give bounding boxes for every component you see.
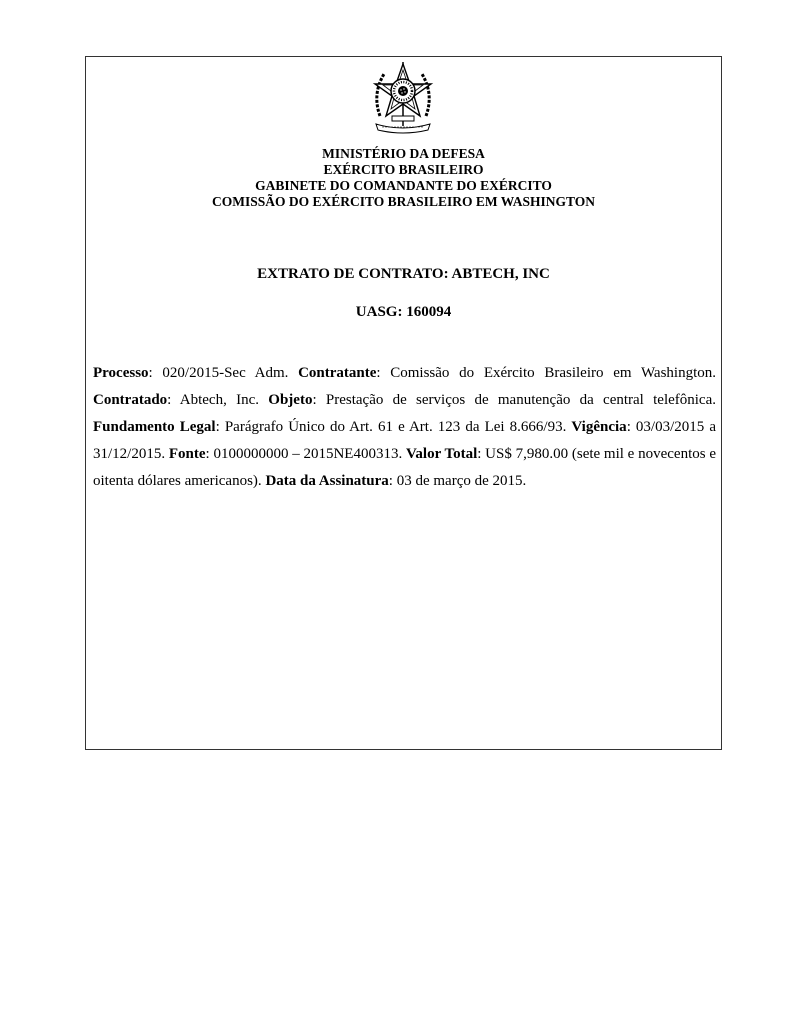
contratado-value: : Abtech, Inc. xyxy=(167,392,269,408)
fundamento-label: Fundamento Legal xyxy=(93,419,216,435)
contratante-value: : Comissão do Exército Brasileiro em Washington. xyxy=(376,365,716,381)
header-line-commission: COMISSÃO DO EXÉRCITO BRASILEIRO EM WASHINGTON xyxy=(212,194,595,209)
fonte-label: Fonte xyxy=(168,446,206,462)
fonte-value: : 0100000000 – 2015NE400313. xyxy=(205,446,406,462)
uasg-code: UASG: 160094 xyxy=(355,304,452,320)
header-line-army: EXÉRCITO BRASILEIRO xyxy=(323,162,484,177)
valor-label: Valor Total xyxy=(405,446,478,462)
contratado-label: Contratado xyxy=(93,392,168,408)
document-title: EXTRATO DE CONTRATO: ABTECH, INC xyxy=(257,266,550,282)
processo-label: Processo xyxy=(93,365,149,381)
header-line-ministry: MINISTÉRIO DA DEFESA xyxy=(322,146,485,161)
contratante-label: Contratante xyxy=(298,365,377,381)
vigencia-label: Vigência xyxy=(571,419,627,435)
processo-value: : 020/2015-Sec Adm. xyxy=(148,365,299,381)
brazil-coat-of-arms-icon xyxy=(370,60,436,134)
objeto-value: : Prestação de serviços de manutenção da central telefônica. xyxy=(312,392,716,408)
fundamento-value: : Parágrafo Único do Art. 61 e Art. 123 da Lei 8.666/93. xyxy=(215,419,572,435)
contract-extract-body xyxy=(93,360,716,495)
header-line-cabinet: GABINETE DO COMANDANTE DO EXÉRCITO xyxy=(255,178,552,193)
objeto-label: Objeto xyxy=(268,392,313,408)
institution-header xyxy=(85,146,722,210)
data-assinatura-label: Data da Assinatura xyxy=(265,473,389,489)
valor-value: : US$ 7,980.00 (sete mil e novecentos e oitenta dólares americanos). xyxy=(93,446,716,489)
vigencia-value: : 03/03/2015 a 31/12/2015. xyxy=(93,419,716,462)
data-assinatura-value: : 03 de março de 2015. xyxy=(388,473,527,489)
